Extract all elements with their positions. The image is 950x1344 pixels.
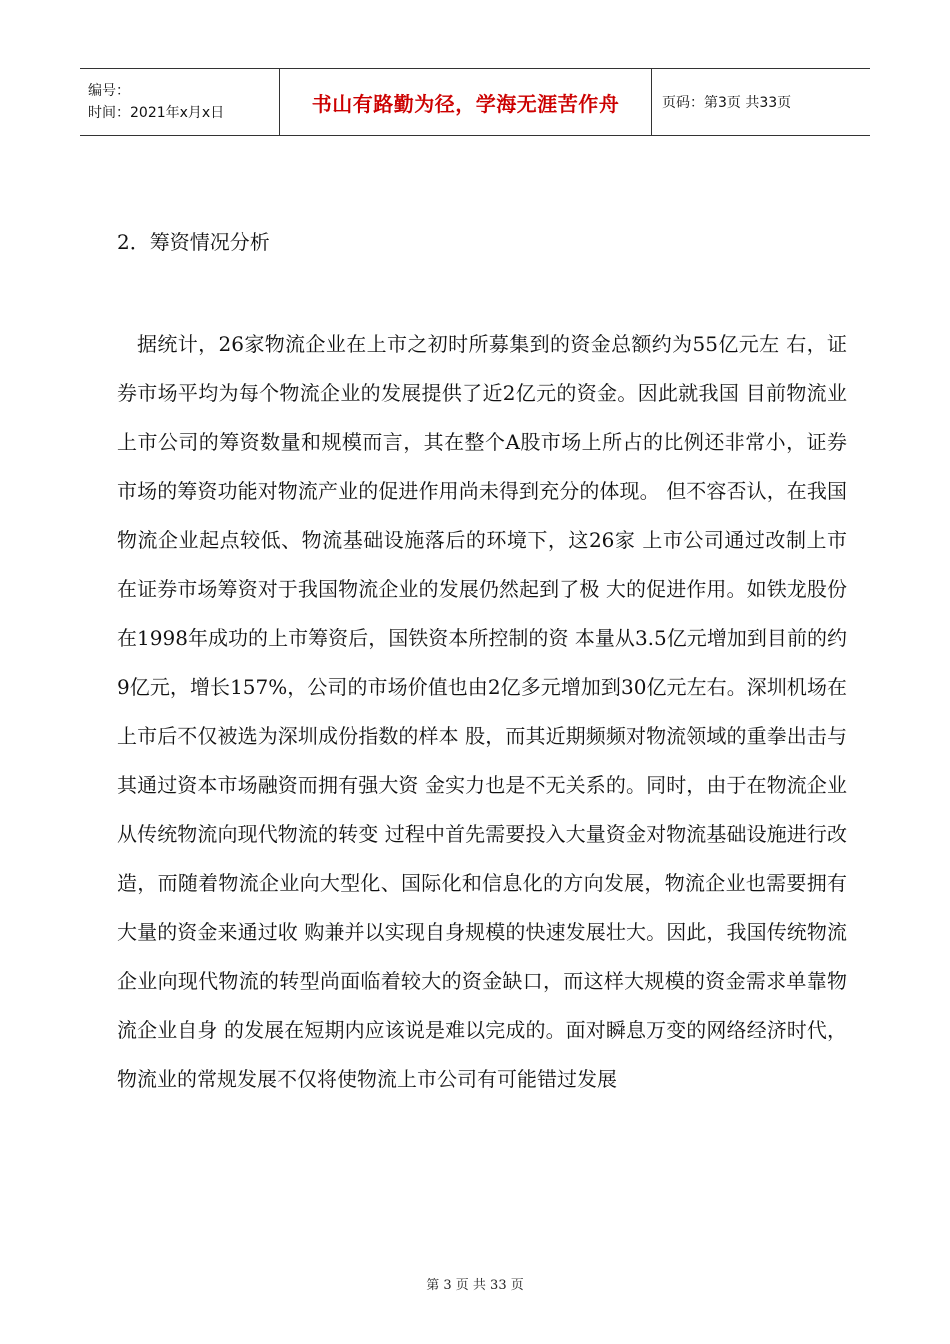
body-paragraph: 据统计，26家物流企业在上市之初时所募集到的资金总额约为55亿元左 右，证券市场平均为每个物流企业的发展提供了近2亿元的资金。因此就我国 目前物流业上市公司的筹资数量和规模而言，其在整个A股市场上所占的比例还非常小，证券市场的筹资功能对物流产业的促进作用尚未得到充分的体现。 但不容否认，在我国物流企业起点较低、物流基础设施落后的环境下，这26家 上市公司通过改制上市在证券市场筹资对于我国物流企业的发展仍然起到了极 大的促进作用。如铁龙股份在1998年成功的上市筹资后，国铁资本所控制的资 本量从3.5亿元增加到目前的约9亿元，增长157%，公司的市场价值也由2亿多元增加到30亿元左右。深圳机场在上市后不仅被选为深圳成份指数的样本 股，而其近期频频对物流领域的重拳出击与其通过资本市场融资而拥有强大资 金实力也是不无关系的。同时，由于在物流企业从传统物流向现代物流的转变 过程中首先需要投入大量资金对物流基础设施进行改造，而随着物流企业向大型化、国际化和信息化的方向发展，物流企业也需要拥有大量的资金来通过收 购兼并以实现自身规模的快速发展壮大。因此，我国传统物流企业向现代物流的转型尚面临着较大的资金缺口，而这样大规模的资金需求单靠物流企业自身 的发展在短期内应该说是难以完成的。面对瞬息万变的网络经济时代，物流业的常规发展不仅将使物流上市公司有可能错过发展: [117, 332, 847, 1091]
page-footer: 第 3 页 共 33 页: [426, 1278, 524, 1293]
number-label: 编号：: [88, 83, 130, 99]
header-meta: [80, 69, 280, 135]
header-page-info: [652, 69, 870, 135]
motto-text: 书山有路勤为径，学海无涯苦作舟: [311, 91, 620, 116]
section-title: 2．筹资情况分析: [117, 230, 270, 254]
header-motto: [280, 69, 652, 135]
page-label: 页码：第3页 共33页: [662, 95, 792, 111]
page-header: [80, 68, 870, 136]
time-label: 时间：2021年x月x日: [88, 105, 225, 121]
